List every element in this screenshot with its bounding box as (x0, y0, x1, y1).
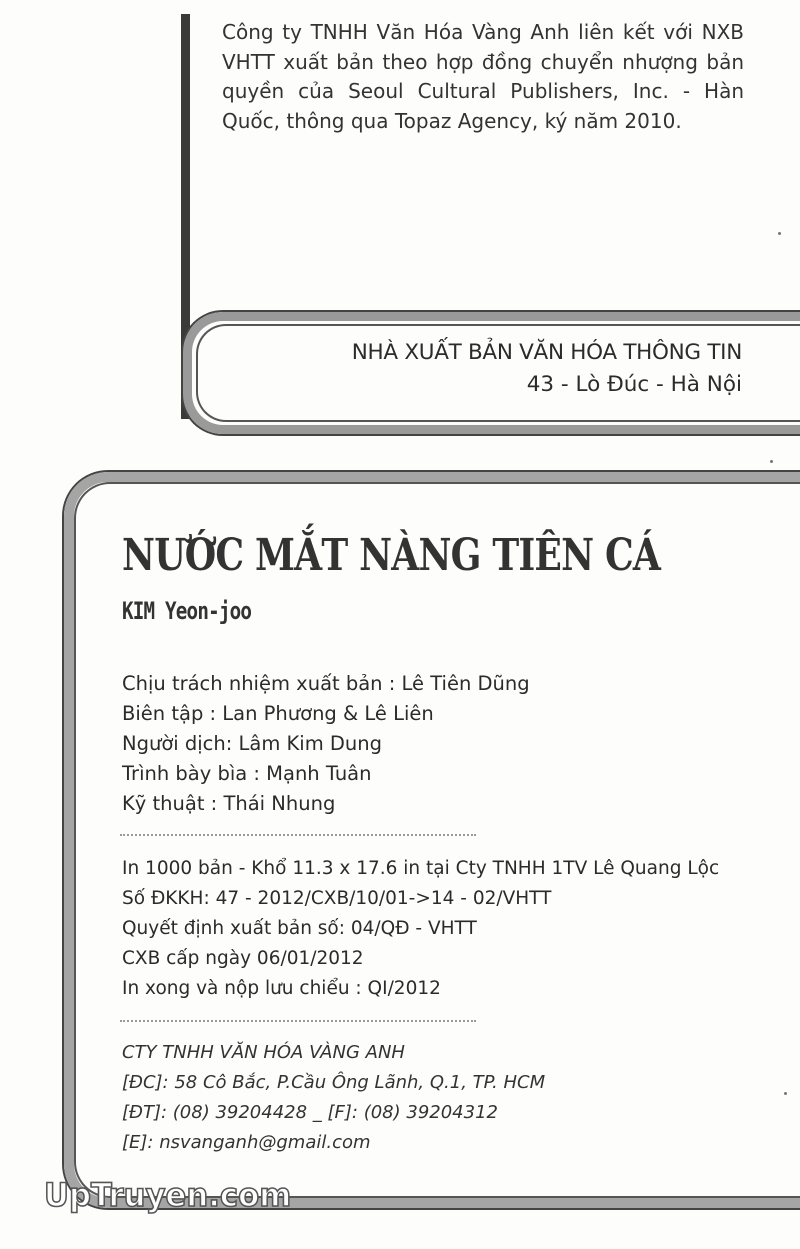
company-phone: [ĐT]: (08) 39204428 _ [F]: (08) 39204312 (122, 1102, 498, 1123)
credit-line: Kỹ thuật : Thái Nhung (122, 792, 336, 815)
publisher-address: 43 - Lò Đúc - Hà Nội (526, 372, 742, 397)
credits-list (122, 669, 530, 819)
credit-line: Chịu trách nhiệm xuất bản : Lê Tiên Dũng (122, 672, 530, 695)
book-author: KIM Yeon-joo (122, 597, 252, 625)
printing-info (122, 854, 719, 1004)
watermark: UpTruyen.com (44, 1176, 292, 1214)
printing-line: In xong và nộp lưu chiểu : QI/2012 (122, 978, 441, 999)
book-title: NƯỚC MẮT NÀNG TIÊN CÁ (122, 530, 661, 581)
scan-speck (778, 232, 781, 235)
printing-line: Số ĐKKH: 47 - 2012/CXB/10/01->14 - 02/VHTT (122, 888, 552, 909)
credit-line: Trình bày bìa : Mạnh Tuân (122, 762, 372, 785)
company-name: CTY TNHH VĂN HÓA VÀNG ANH (122, 1042, 405, 1063)
printing-line: CXB cấp ngày 06/01/2012 (122, 948, 364, 969)
copyright-notice: Công ty TNHH Văn Hóa Vàng Anh liên kết với NXB VHTT xuất bản theo hợp đồng chuyển nhượng bản quyền của Seoul Cultural Publishers, Inc. - Hàn Quốc, thông qua Topaz Agency, ký năm 2010. (222, 20, 744, 133)
printing-line: In 1000 bản - Khổ 11.3 x 17.6 in tại Cty TNHH 1TV Lê Quang Lộc (122, 858, 720, 879)
scan-speck (784, 1092, 787, 1095)
company-address: [ĐC]: 58 Cô Bắc, P.Cầu Ông Lãnh, Q.1, TP. HCM (122, 1072, 546, 1093)
company-info (122, 1038, 545, 1158)
credit-line: Người dịch: Lâm Kim Dung (122, 732, 383, 755)
dotted-divider (120, 834, 476, 836)
publisher-name: NHÀ XUẤT BẢN VĂN HÓA THÔNG TIN (351, 340, 742, 365)
credit-line: Biên tập : Lan Phương & Lê Liên (122, 702, 434, 725)
company-email: [E]: nsvanganh@gmail.com (122, 1132, 371, 1153)
dotted-divider (120, 1020, 476, 1022)
printing-line: Quyết định xuất bản số: 04/QĐ - VHTT (122, 918, 477, 939)
scan-speck (770, 460, 773, 463)
